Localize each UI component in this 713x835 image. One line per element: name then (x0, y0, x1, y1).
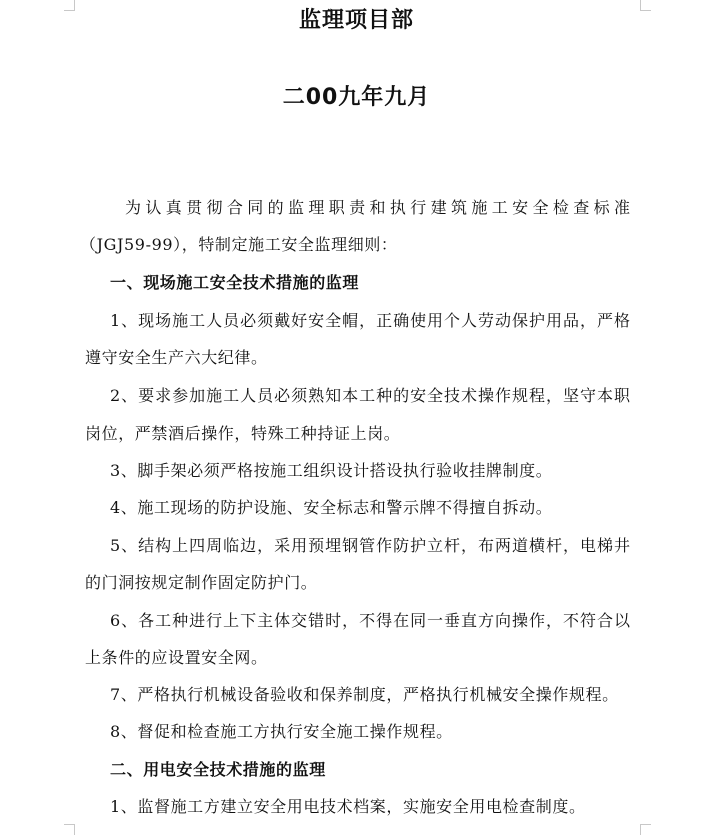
section-1-heading: 一、现场施工安全技术措施的监理 (110, 273, 360, 292)
intro-paragraph-line-1: 为认真贯彻合同的监理职责和执行建筑施工安全检查标准 (125, 198, 630, 217)
item-8: 8、督促和检查施工方执行安全施工操作规程。 (110, 722, 453, 741)
crop-mark-bottom-left (64, 824, 75, 835)
section-2-heading: 二、用电安全技术措施的监理 (110, 760, 326, 779)
intro-paragraph-line-2: （JGJ59-99），特制定施工安全监理细则： (80, 235, 398, 254)
item-6-line-2: 上条件的应设置安全网。 (85, 648, 268, 667)
item-1-line-2: 遵守安全生产六大纪律。 (85, 348, 268, 367)
item-2-line-2: 岗位，严禁酒后操作，特殊工种持证上岗。 (85, 424, 401, 443)
item-1-line-1: 1、现场施工人员必须戴好安全帽，正确使用个人劳动保护用品，严格 (110, 311, 630, 330)
item-5-line-2: 的门洞按规定制作固定防护门。 (85, 573, 318, 592)
section-2-item-1: 1、监督施工方建立安全用电技术档案，实施安全用电检查制度。 (110, 797, 586, 816)
item-4: 4、施工现场的防护设施、安全标志和警示牌不得擅自拆动。 (110, 498, 553, 517)
item-2-line-1: 2、要求参加施工人员必须熟知本工种的安全技术操作规程，坚守本职 (110, 386, 630, 405)
item-3: 3、脚手架必须严格按施工组织设计搭设执行验收挂牌制度。 (110, 461, 553, 480)
item-5-line-1: 5、结构上四周临边，采用预埋钢管作防护立杆，布两道横杆，电梯井 (110, 536, 630, 555)
crop-mark-bottom-right (640, 824, 651, 835)
item-6-line-1: 6、各工种进行上下主体交错时，不得在同一垂直方向操作，不符合以 (110, 611, 630, 630)
document-date: 二00九年九月 (282, 85, 431, 110)
item-7: 7、严格执行机械设备验收和保养制度，严格执行机械安全操作规程。 (110, 685, 619, 704)
document-title: 监理项目部 (298, 8, 414, 33)
